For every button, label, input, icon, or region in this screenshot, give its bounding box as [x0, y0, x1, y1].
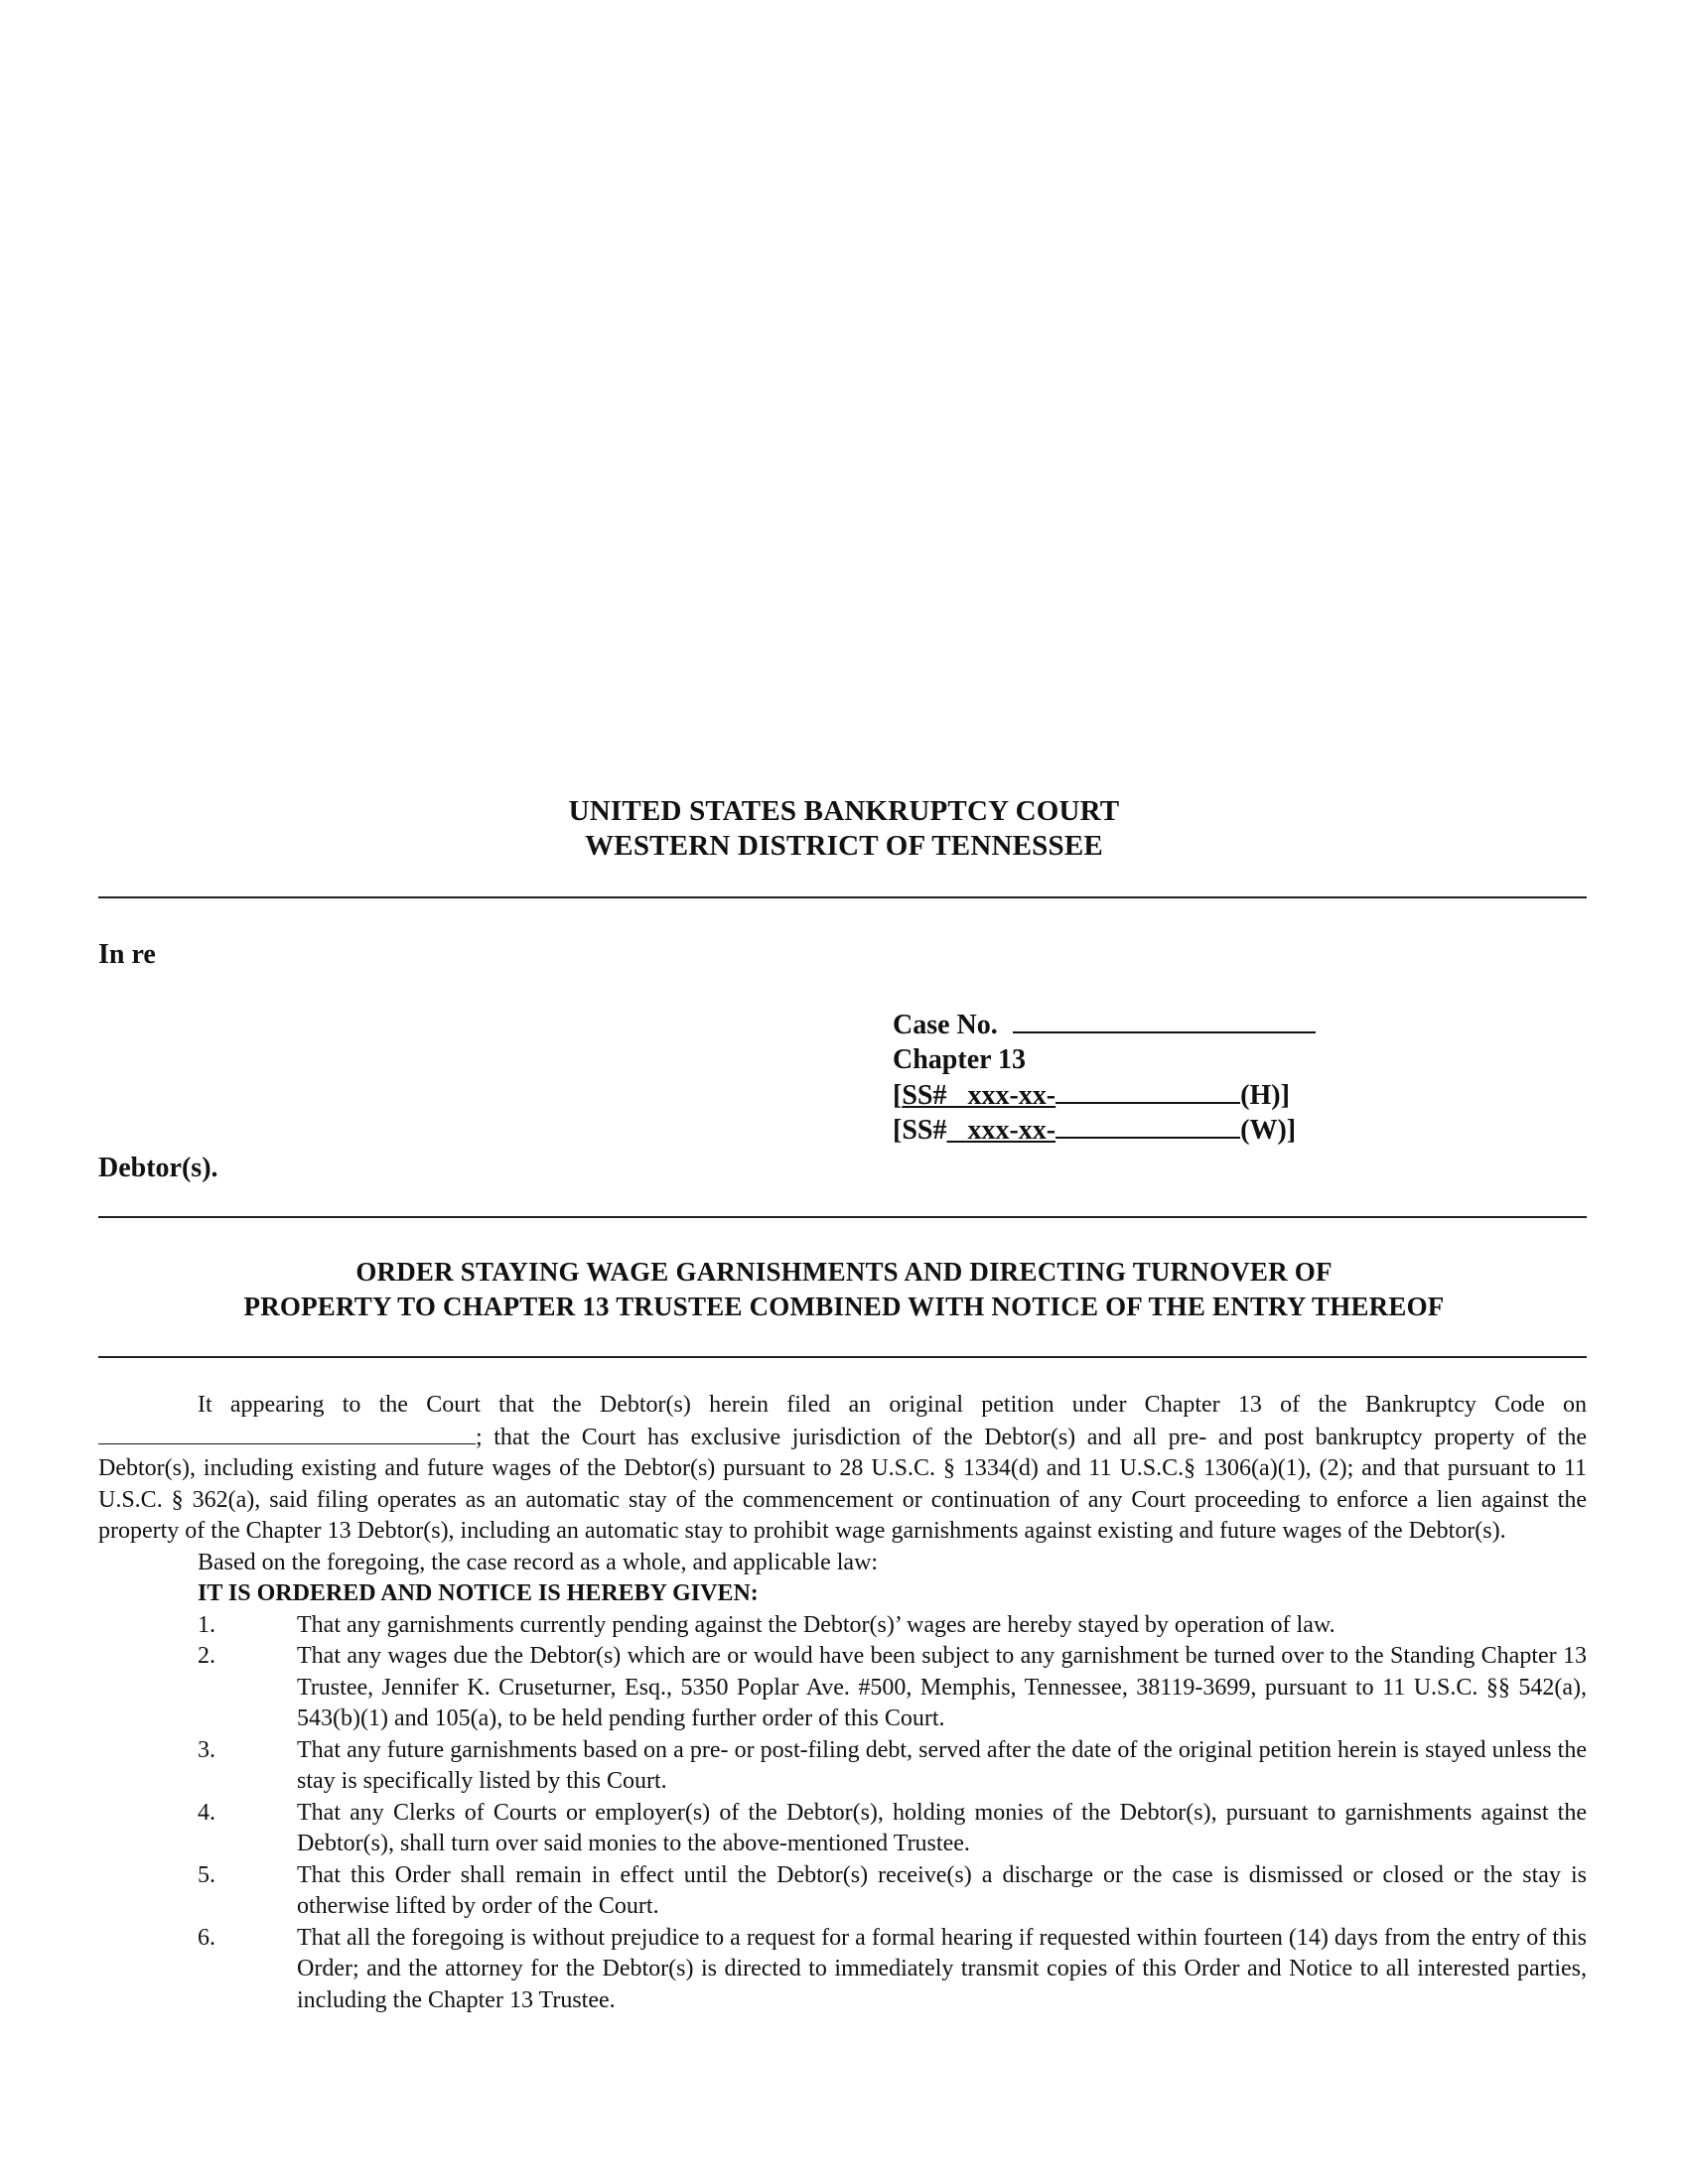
basis-paragraph: Based on the foregoing, the case record as a whole, and applicable law:	[198, 1549, 879, 1575]
order-item	[98, 1735, 1587, 1798]
ss-husband-blank	[1055, 1078, 1240, 1104]
ss-wife-label: SS#	[902, 1115, 947, 1146]
case-number-line	[893, 1008, 1316, 1042]
order-item	[98, 1860, 1587, 1923]
ss-husband-open: [	[893, 1080, 903, 1111]
case-number-blank	[1013, 1008, 1316, 1033]
recital-paragraph	[98, 1390, 1587, 1548]
ss-husband-suffix: (H)]	[1240, 1080, 1290, 1111]
item-number: 3.	[198, 1736, 215, 1763]
ss-wife-line	[893, 1113, 1296, 1148]
item-text: That all the foregoing is without prejudice to a request for a formal hearing if requested within fourteen (14) days from the entry of this Order; and the attorney for the Debtor(s) is directed to immediately transmit copies of this Order and Notice to all interested parties, including the Chapter 13 Trustee.	[297, 1924, 1587, 2013]
order-body	[98, 1390, 1587, 2016]
order-item	[98, 1798, 1587, 1860]
order-item	[98, 1641, 1587, 1735]
court-name: UNITED STATES BANKRUPTCY COURT	[568, 795, 1120, 827]
chapter-label: Chapter 13	[893, 1044, 1027, 1075]
order-item	[98, 1923, 1587, 2017]
caption-rule	[98, 1216, 1587, 1218]
item-number: 4.	[198, 1799, 215, 1826]
item-number: 6.	[198, 1924, 215, 1951]
header-rule	[98, 896, 1587, 898]
item-text: That any garnishments currently pending against the Debtor(s)’ wages are hereby stayed by operation of law.	[297, 1611, 1336, 1638]
recital-text-b: ; that the Court has exclusive jurisdiction of the Debtor(s) and all pre- and post bankruptcy property of the Debtor(s), including existing and future wages of the Debtor(s) pursuant to 28 U.S.C. § 1334(d) and 11 U.S.C.§ 1306(a)(1), (2); and that pursuant to 11 U.S.C. § 362(a), said filing operates as an automatic stay of the commencement or continuation of any Court proceeding to enforce a lien against the property of the Chapter 13 Debtor(s), including an automatic stay to prohibit wage garnishments against existing and future wages of the Debtor(s).	[98, 1424, 1587, 1544]
recital-text-a: It appearing to the Court that the Debtor(s) herein filed an original petition under Chapter 13 of the Bankruptcy Code on	[198, 1392, 1587, 1418]
court-district: WESTERN DISTRICT OF TENNESSEE	[585, 830, 1103, 862]
ss-wife-open: [	[893, 1115, 903, 1146]
order-title-line1: ORDER STAYING WAGE GARNISHMENTS AND DIRECTING TURNOVER OF	[355, 1257, 1333, 1287]
petition-date-blank	[98, 1422, 476, 1444]
item-number: 2.	[198, 1643, 215, 1669]
item-text: That this Order shall remain in effect until the Debtor(s) receive(s) a discharge or the case is dismissed or closed or the stay is otherwise lifted by order of the Court.	[297, 1861, 1587, 1919]
ordered-heading: IT IS ORDERED AND NOTICE IS HEREBY GIVEN:	[198, 1580, 759, 1606]
case-number-label: Case No.	[893, 1010, 998, 1040]
debtors-label: Debtor(s).	[98, 1153, 218, 1183]
order-item	[98, 1610, 1587, 1642]
item-number: 1.	[198, 1611, 215, 1638]
ss-wife-suffix: (W)]	[1240, 1115, 1297, 1146]
order-title-line2: PROPERTY TO CHAPTER 13 TRUSTEE COMBINED WITH NOTICE OF THE ENTRY THEREOF	[243, 1292, 1445, 1321]
item-text: That any future garnishments based on a pre- or post-filing debt, served after the date of the original petition herein is stayed unless the stay is specifically listed by this Court.	[297, 1736, 1587, 1794]
ss-wife-mask: xxx-xx-	[967, 1115, 1056, 1146]
ss-husband-line	[893, 1078, 1290, 1113]
title-rule	[98, 1356, 1587, 1358]
ss-husband-mask: xxx-xx-	[967, 1080, 1056, 1111]
item-number: 5.	[198, 1861, 215, 1888]
ss-wife-blank	[1055, 1113, 1240, 1139]
item-text: That any Clerks of Courts or employer(s) of the Debtor(s), holding monies of the Debtor(s), pursuant to garnishments against the Debtor(s), shall turn over said monies to the above-mentioned Trustee.	[297, 1799, 1587, 1856]
item-text: That any wages due the Debtor(s) which are or would have been subject to any garnishment be turned over to the Standing Chapter 13 Trustee, Jennifer K. Cruseturner, Esq., 5350 Poplar Ave. #500, Memphis, Tennessee, 38119-3699, pursuant to 11 U.S.C. §§ 542(a), 543(b)(1) and 105(a), to be held pending further order of this Court.	[297, 1643, 1587, 1731]
ss-husband-label: SS#	[902, 1080, 947, 1111]
in-re-label: In re	[98, 939, 156, 970]
